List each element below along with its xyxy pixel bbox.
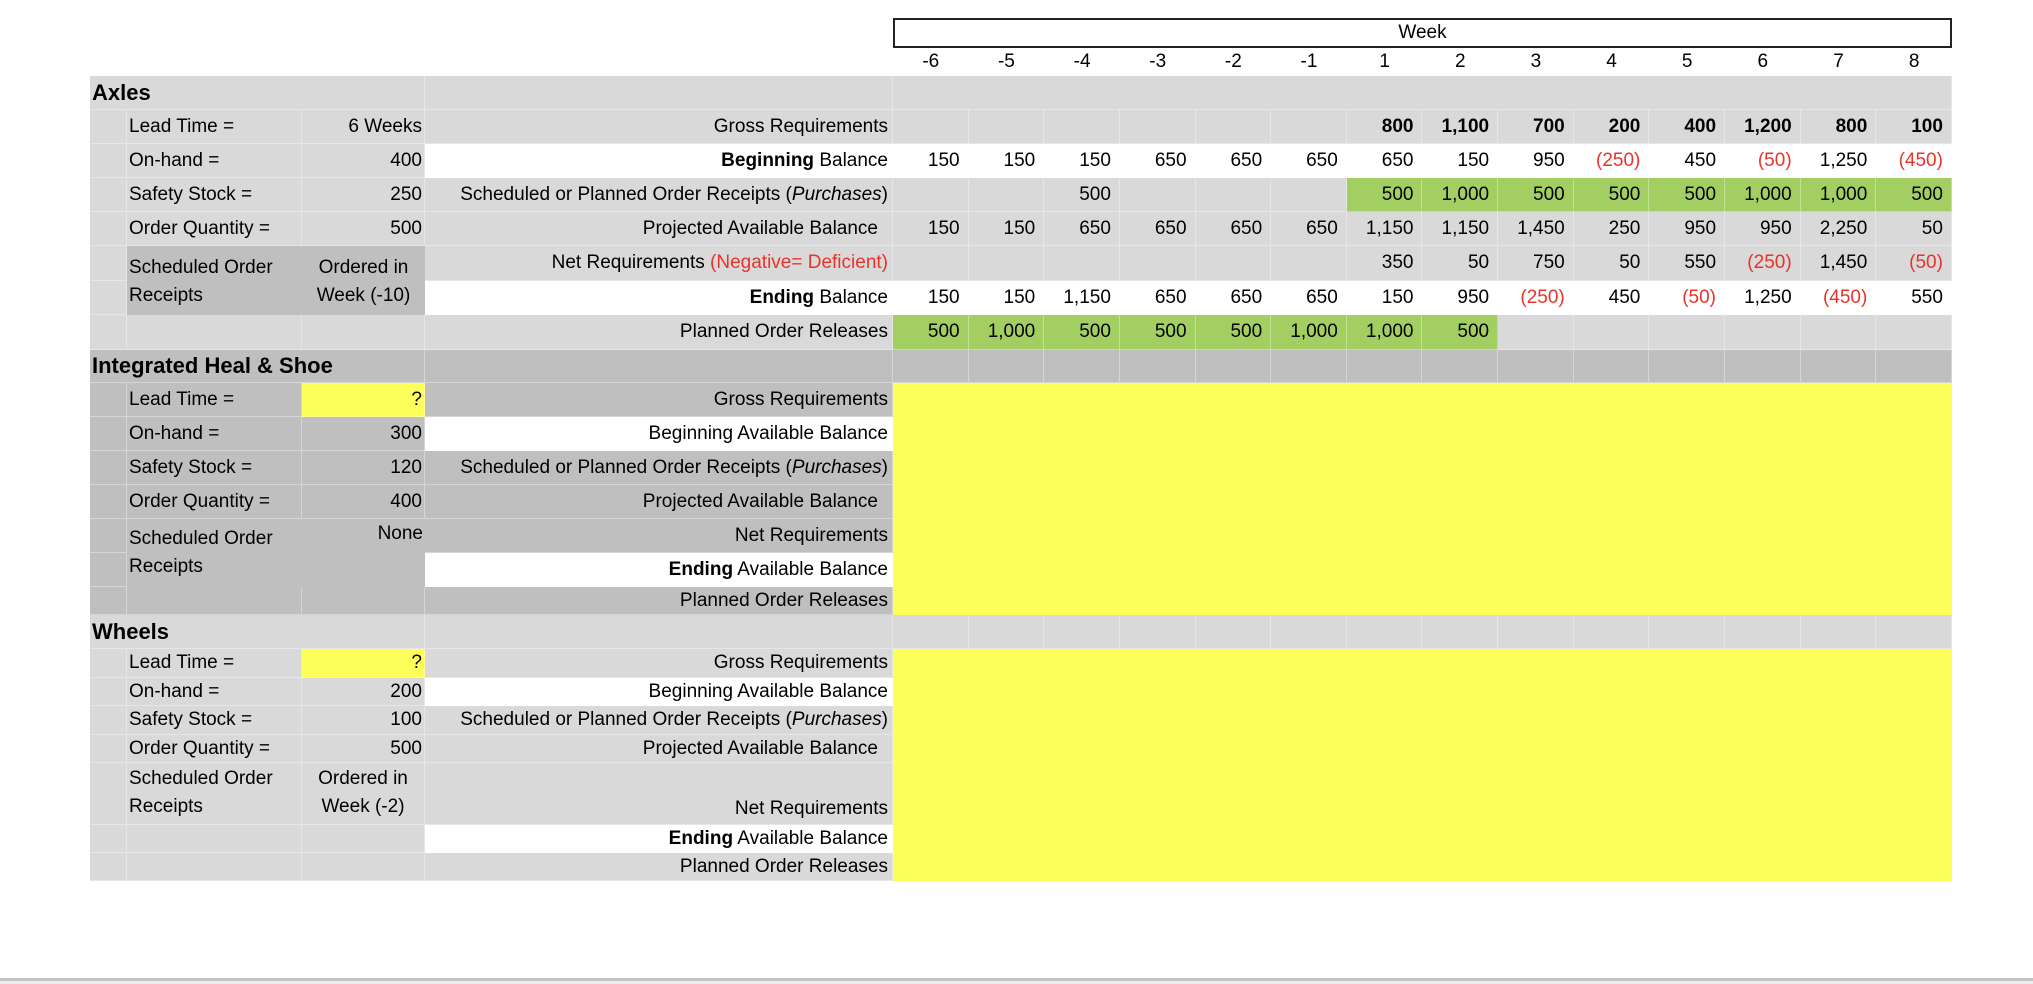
week-cell[interactable] xyxy=(1649,315,1725,350)
week-cell[interactable]: (450) xyxy=(1876,144,1952,178)
week-cell[interactable]: 150 xyxy=(893,212,969,246)
week-cell[interactable]: 200 xyxy=(1574,110,1650,144)
week-cell[interactable] xyxy=(1271,246,1347,281)
week-cell[interactable] xyxy=(969,178,1045,212)
week-cell[interactable] xyxy=(1196,178,1272,212)
week-cell[interactable]: 1,000 xyxy=(1347,315,1423,350)
blank-cell xyxy=(302,853,425,881)
week-cell[interactable] xyxy=(1574,615,1650,649)
indent-cell xyxy=(90,825,127,853)
indent-cell xyxy=(90,212,127,246)
param-label: Order Quantity = xyxy=(127,212,302,246)
week-cell[interactable]: (250) xyxy=(1498,281,1574,315)
label-part: Scheduled or Planned Order Receipts ( xyxy=(460,183,792,205)
label-bold-part: Beginning xyxy=(721,149,815,171)
indent-cell xyxy=(90,649,127,678)
lead-time-input[interactable]: ? xyxy=(302,383,425,417)
week-cell[interactable]: 1,250 xyxy=(1725,281,1801,315)
week-cell[interactable] xyxy=(1574,350,1650,383)
param-value[interactable]: 500 xyxy=(302,212,425,246)
week-number: 5 xyxy=(1681,51,1693,72)
week-cell[interactable]: 1,450 xyxy=(1801,246,1877,281)
indent-cell xyxy=(90,451,127,485)
scheduled-order-receipts-label xyxy=(127,246,302,315)
week-header xyxy=(893,18,1952,48)
wheels-row-planned xyxy=(90,853,1952,881)
week-cell[interactable]: 750 xyxy=(1498,246,1574,281)
week-cell[interactable] xyxy=(1347,350,1423,383)
scheduled-order-receipts-label xyxy=(127,763,302,825)
week-cell[interactable]: 500 xyxy=(1649,178,1725,212)
row-label-projected-available: Projected Available Balance xyxy=(425,485,893,519)
week-number: 7 xyxy=(1833,51,1844,72)
scheduled-order-receipts-value[interactable] xyxy=(302,763,425,825)
param-label: Order Quantity = xyxy=(127,735,302,763)
week-cell[interactable]: 500 xyxy=(1422,315,1498,350)
week-cell[interactable] xyxy=(969,350,1045,383)
week-cell[interactable]: 1,150 xyxy=(1422,212,1498,246)
week-number: -1 xyxy=(1300,51,1318,72)
week-cell[interactable]: 1,000 xyxy=(1271,315,1347,350)
label-line: Scheduled Order xyxy=(129,768,273,789)
week-cell[interactable] xyxy=(1044,246,1120,281)
wheels-row-ending xyxy=(90,825,1952,853)
scheduled-order-receipts-label xyxy=(127,519,302,587)
param-label: Lead Time = xyxy=(127,110,302,144)
blank-cell xyxy=(425,350,893,383)
param-value[interactable]: 500 xyxy=(302,735,425,763)
week-cell[interactable] xyxy=(1271,615,1347,649)
week-cell[interactable]: 650 xyxy=(1347,144,1423,178)
indent-cell xyxy=(90,110,127,144)
week-cell[interactable] xyxy=(1801,315,1877,350)
integrated-row-projected xyxy=(90,485,1952,519)
week-cell[interactable]: 50 xyxy=(1876,212,1952,246)
row-label-net-requirements xyxy=(425,246,893,281)
week-cell[interactable]: 500 xyxy=(1044,178,1120,212)
week-cell[interactable]: 500 xyxy=(893,315,969,350)
week-cell[interactable] xyxy=(1876,615,1952,649)
week-cell[interactable]: 550 xyxy=(1649,246,1725,281)
indent-cell xyxy=(90,246,127,281)
label-line: Receipts xyxy=(129,285,203,306)
row-label-beginning-available: Beginning Available Balance xyxy=(425,678,893,706)
week-number: -3 xyxy=(1149,51,1167,72)
week-cell[interactable] xyxy=(893,178,969,212)
param-value[interactable]: 120 xyxy=(302,451,425,485)
indent-cell xyxy=(90,383,127,417)
week-cell[interactable]: 950 xyxy=(1498,144,1574,178)
param-label: On-hand = xyxy=(127,144,302,178)
label-part: ) xyxy=(881,709,888,730)
week-cell[interactable] xyxy=(1044,350,1120,383)
week-cell[interactable] xyxy=(1196,110,1272,144)
week-cell[interactable]: 150 xyxy=(1422,144,1498,178)
row-label-projected-available: Projected Available Balance xyxy=(425,735,893,763)
week-cell[interactable] xyxy=(1876,350,1952,383)
week-number: 8 xyxy=(1908,51,1920,72)
label-bold-part: Ending xyxy=(668,558,734,580)
param-value[interactable]: 200 xyxy=(302,678,425,706)
blank-cell xyxy=(302,587,425,615)
blank-cell xyxy=(425,615,893,649)
label-part: Scheduled or Planned Order Receipts ( xyxy=(460,709,792,730)
label-line: Receipts xyxy=(129,796,203,817)
week-number: -2 xyxy=(1224,51,1242,72)
blank-cell xyxy=(302,825,425,853)
week-cell[interactable] xyxy=(1196,615,1272,649)
value-line: Week (-10) xyxy=(316,285,411,306)
section-title-axles: Axles xyxy=(90,76,302,110)
row-label-net-requirements: Net Requirements xyxy=(425,519,893,553)
param-label: Safety Stock = xyxy=(127,706,302,735)
label-line: Receipts xyxy=(129,556,203,577)
lead-time-input[interactable]: ? xyxy=(302,649,425,678)
param-label: Lead Time = xyxy=(127,383,302,417)
week-cell[interactable]: 1,000 xyxy=(1801,178,1877,212)
label-bold-part: Ending xyxy=(668,827,734,849)
week-label: Week xyxy=(1398,22,1447,43)
week-cell[interactable] xyxy=(1649,350,1725,383)
week-cell[interactable] xyxy=(1347,615,1423,649)
week-cell[interactable]: 150 xyxy=(969,281,1045,315)
week-cell[interactable] xyxy=(1422,615,1498,649)
week-number: 2 xyxy=(1454,51,1466,72)
row-label-scheduled-receipts xyxy=(425,706,893,735)
week-cell[interactable]: 650 xyxy=(1271,212,1347,246)
axles-row-planned xyxy=(90,315,1952,350)
row-label-planned-releases: Planned Order Releases xyxy=(425,315,893,350)
week-cell[interactable] xyxy=(1271,350,1347,383)
week-cell[interactable]: 650 xyxy=(1044,212,1120,246)
row-label-planned-releases: Planned Order Releases xyxy=(425,587,893,615)
week-cell[interactable]: 700 xyxy=(1498,110,1574,144)
label-line: Scheduled Order xyxy=(129,257,273,278)
blank-cell xyxy=(302,315,425,350)
week-number: -4 xyxy=(1073,51,1091,72)
week-cell[interactable] xyxy=(1196,246,1272,281)
label-part: Net Requirements xyxy=(551,252,711,273)
indent-cell xyxy=(90,763,127,825)
week-cell[interactable] xyxy=(893,246,969,281)
row-label-scheduled-receipts xyxy=(425,451,893,485)
week-cell[interactable] xyxy=(1801,615,1877,649)
week-cell[interactable]: 450 xyxy=(1574,281,1650,315)
week-cell[interactable]: 1,000 xyxy=(1422,178,1498,212)
param-value[interactable]: 400 xyxy=(302,144,425,178)
week-cell[interactable]: 150 xyxy=(1347,281,1423,315)
week-cell[interactable]: 950 xyxy=(1649,212,1725,246)
week-cell[interactable]: 1,200 xyxy=(1725,110,1801,144)
week-cell[interactable] xyxy=(893,110,969,144)
week-cell[interactable]: 650 xyxy=(1120,212,1196,246)
indent-cell xyxy=(90,678,127,706)
wheels-row-gross xyxy=(90,649,1952,678)
row-label-ending-available xyxy=(425,825,893,853)
week-cell[interactable]: 650 xyxy=(1196,144,1272,178)
week-cell[interactable]: 800 xyxy=(1801,110,1877,144)
week-cell[interactable]: (50) xyxy=(1725,144,1801,178)
param-value[interactable]: 250 xyxy=(302,178,425,212)
blank-cell xyxy=(127,825,302,853)
week-cell[interactable] xyxy=(1498,315,1574,350)
week-cell[interactable]: (50) xyxy=(1649,281,1725,315)
integrated-row-beginning xyxy=(90,417,1952,451)
week-cell[interactable] xyxy=(893,350,969,383)
blank-cell xyxy=(302,615,425,649)
section-title-wheels: Wheels xyxy=(90,615,302,649)
blank-cell xyxy=(127,587,302,615)
week-cell[interactable] xyxy=(1120,246,1196,281)
week-cell[interactable]: 500 xyxy=(1574,178,1650,212)
section-title-integrated: Integrated Heal & Shoe xyxy=(90,350,425,383)
integrated-row-gross xyxy=(90,383,1952,417)
week-cell[interactable]: 950 xyxy=(1725,212,1801,246)
week-cell[interactable] xyxy=(1271,110,1347,144)
week-cell[interactable] xyxy=(1044,615,1120,649)
value-line: Ordered in xyxy=(318,257,409,278)
week-cell[interactable]: 650 xyxy=(1196,212,1272,246)
week-cell[interactable]: 150 xyxy=(893,281,969,315)
week-cell[interactable] xyxy=(1725,615,1801,649)
row-label-beginning-balance xyxy=(425,144,893,178)
week-cell[interactable]: 550 xyxy=(1876,281,1952,315)
label-negative-note: (Negative= Deficient) xyxy=(710,252,888,273)
week-number: 3 xyxy=(1530,51,1542,72)
week-cell[interactable]: 250 xyxy=(1574,212,1650,246)
integrated-row-planned xyxy=(90,587,1952,615)
week-number: 6 xyxy=(1757,51,1769,72)
week-cell[interactable]: 500 xyxy=(1044,315,1120,350)
week-number: -5 xyxy=(997,51,1015,72)
week-cell[interactable] xyxy=(1196,350,1272,383)
label-rest: Available Balance xyxy=(733,827,888,849)
indent-cell xyxy=(90,281,127,315)
param-label: On-hand = xyxy=(127,417,302,451)
week-cell[interactable]: 650 xyxy=(1271,144,1347,178)
indent-cell xyxy=(90,519,127,553)
label-rest: Balance xyxy=(814,149,888,171)
week-cell[interactable]: 2,250 xyxy=(1801,212,1877,246)
week-cell[interactable]: 50 xyxy=(1422,246,1498,281)
label-rest: Balance xyxy=(814,286,888,308)
week-cell[interactable]: 50 xyxy=(1574,246,1650,281)
label-part: ) xyxy=(881,183,888,205)
week-cell[interactable]: 950 xyxy=(1422,281,1498,315)
indent-cell xyxy=(90,735,127,763)
week-cell[interactable] xyxy=(1120,350,1196,383)
week-cell[interactable]: 1,150 xyxy=(1044,281,1120,315)
row-label-gross-requirements: Gross Requirements xyxy=(425,110,893,144)
label-rest: Available Balance xyxy=(733,558,888,580)
indent-cell xyxy=(90,706,127,735)
row-label-projected-available: Projected Available Balance xyxy=(425,212,893,246)
label-part: Scheduled or Planned Order Receipts ( xyxy=(460,456,792,478)
label-italic-part: Purchases xyxy=(791,183,882,205)
wheels-title-row xyxy=(90,615,1952,649)
week-cell[interactable]: 450 xyxy=(1649,144,1725,178)
blank-cell xyxy=(127,315,302,350)
week-cell[interactable] xyxy=(1876,315,1952,350)
row-label-gross-requirements: Gross Requirements xyxy=(425,649,893,678)
axles-row-beginning xyxy=(90,144,1952,178)
week-cell[interactable]: 1,150 xyxy=(1347,212,1423,246)
label-part: ) xyxy=(881,456,888,478)
week-cell[interactable] xyxy=(1725,315,1801,350)
row-label-ending-balance xyxy=(425,281,893,315)
axles-row-projected xyxy=(90,212,1952,246)
week-cell[interactable] xyxy=(1498,350,1574,383)
week-cell[interactable]: 150 xyxy=(893,144,969,178)
row-label-gross-requirements: Gross Requirements xyxy=(425,383,893,417)
week-cell[interactable] xyxy=(1422,350,1498,383)
integrated-row-scheduled xyxy=(90,451,1952,485)
week-cell[interactable]: 150 xyxy=(969,144,1045,178)
week-cell[interactable] xyxy=(1649,615,1725,649)
row-label-net-requirements: Net Requirements xyxy=(425,763,893,825)
label-italic-part: Purchases xyxy=(791,709,882,730)
param-label: Safety Stock = xyxy=(127,451,302,485)
week-cell[interactable]: 500 xyxy=(1347,178,1423,212)
week-cell[interactable]: 350 xyxy=(1347,246,1423,281)
row-label-beginning-available: Beginning Available Balance xyxy=(425,417,893,451)
week-cell[interactable]: 650 xyxy=(1120,144,1196,178)
indent-cell xyxy=(90,144,127,178)
week-number: -6 xyxy=(922,51,940,72)
week-cell[interactable]: (50) xyxy=(1876,246,1952,281)
blank-cell xyxy=(425,76,893,110)
indent-cell xyxy=(90,315,127,350)
param-value[interactable]: 300 xyxy=(302,417,425,451)
week-cell[interactable] xyxy=(1120,178,1196,212)
week-cell[interactable]: 1,250 xyxy=(1801,144,1877,178)
week-cell[interactable]: (250) xyxy=(1574,144,1650,178)
integrated-title-row xyxy=(90,350,1952,383)
indent-cell xyxy=(90,417,127,451)
week-cell[interactable] xyxy=(1725,350,1801,383)
axles-title-week-cells xyxy=(893,76,1952,110)
param-label: Lead Time = xyxy=(127,649,302,678)
week-cell[interactable] xyxy=(969,110,1045,144)
week-cell[interactable]: 800 xyxy=(1347,110,1423,144)
week-cell[interactable] xyxy=(969,246,1045,281)
week-cell[interactable]: 1,450 xyxy=(1498,212,1574,246)
label-bold-part: Ending xyxy=(749,286,815,308)
param-value[interactable]: 400 xyxy=(302,485,425,519)
week-cell[interactable]: 650 xyxy=(1271,281,1347,315)
week-cell[interactable]: 150 xyxy=(969,212,1045,246)
wheels-row-beginning xyxy=(90,678,1952,706)
indent-cell xyxy=(90,853,127,881)
axles-row-gross xyxy=(90,110,1952,144)
param-label: Order Quantity = xyxy=(127,485,302,519)
week-cell[interactable]: (250) xyxy=(1725,246,1801,281)
row-label-ending-available xyxy=(425,553,893,587)
blank-cell xyxy=(127,853,302,881)
week-cell[interactable] xyxy=(1271,178,1347,212)
indent-cell xyxy=(90,553,127,587)
value-line: Ordered in xyxy=(318,768,408,789)
week-cell[interactable]: 400 xyxy=(1649,110,1725,144)
week-cell[interactable] xyxy=(1574,315,1650,350)
label-italic-part: Purchases xyxy=(791,456,882,478)
week-cell[interactable]: 500 xyxy=(1498,178,1574,212)
week-cell[interactable]: 650 xyxy=(1120,281,1196,315)
scheduled-order-receipts-value[interactable]: None xyxy=(302,519,425,587)
week-cell[interactable] xyxy=(969,615,1045,649)
week-cell[interactable] xyxy=(1120,110,1196,144)
indent-cell xyxy=(90,485,127,519)
indent-cell xyxy=(90,178,127,212)
week-number: 1 xyxy=(1379,51,1390,72)
week-cell[interactable]: 500 xyxy=(1876,178,1952,212)
axles-row-scheduled xyxy=(90,178,1952,212)
week-cell[interactable] xyxy=(1120,615,1196,649)
row-label-scheduled-receipts xyxy=(425,178,893,212)
week-cell[interactable]: 500 xyxy=(1120,315,1196,350)
param-label: Safety Stock = xyxy=(127,178,302,212)
axles-title-row xyxy=(90,76,1952,110)
week-cell[interactable]: 500 xyxy=(1196,315,1272,350)
week-cell[interactable] xyxy=(1498,615,1574,649)
wheels-row-net xyxy=(90,763,1952,825)
week-cell[interactable] xyxy=(1044,110,1120,144)
indent-cell xyxy=(90,587,127,615)
week-cell[interactable]: 650 xyxy=(1196,281,1272,315)
week-cell[interactable]: 1,000 xyxy=(1725,178,1801,212)
label-line: Scheduled Order xyxy=(129,528,273,549)
wheels-row-projected xyxy=(90,735,1952,763)
week-cell[interactable]: (450) xyxy=(1801,281,1877,315)
week-cell[interactable]: 1,100 xyxy=(1422,110,1498,144)
week-cell[interactable] xyxy=(1801,350,1877,383)
wheels-row-scheduled xyxy=(90,706,1952,735)
blank-cell xyxy=(302,76,425,110)
param-label: On-hand = xyxy=(127,678,302,706)
week-cell[interactable]: 1,000 xyxy=(969,315,1045,350)
week-number: 4 xyxy=(1606,51,1617,72)
week-cell[interactable]: 150 xyxy=(1044,144,1120,178)
value-line: Week (-2) xyxy=(321,796,405,817)
row-label-planned-releases: Planned Order Releases xyxy=(425,853,893,881)
week-cell[interactable]: 100 xyxy=(1876,110,1952,144)
param-value[interactable]: 6 Weeks xyxy=(302,110,425,144)
week-cell[interactable] xyxy=(893,615,969,649)
param-value[interactable]: 100 xyxy=(302,706,425,735)
scheduled-order-receipts-value[interactable] xyxy=(302,246,425,315)
